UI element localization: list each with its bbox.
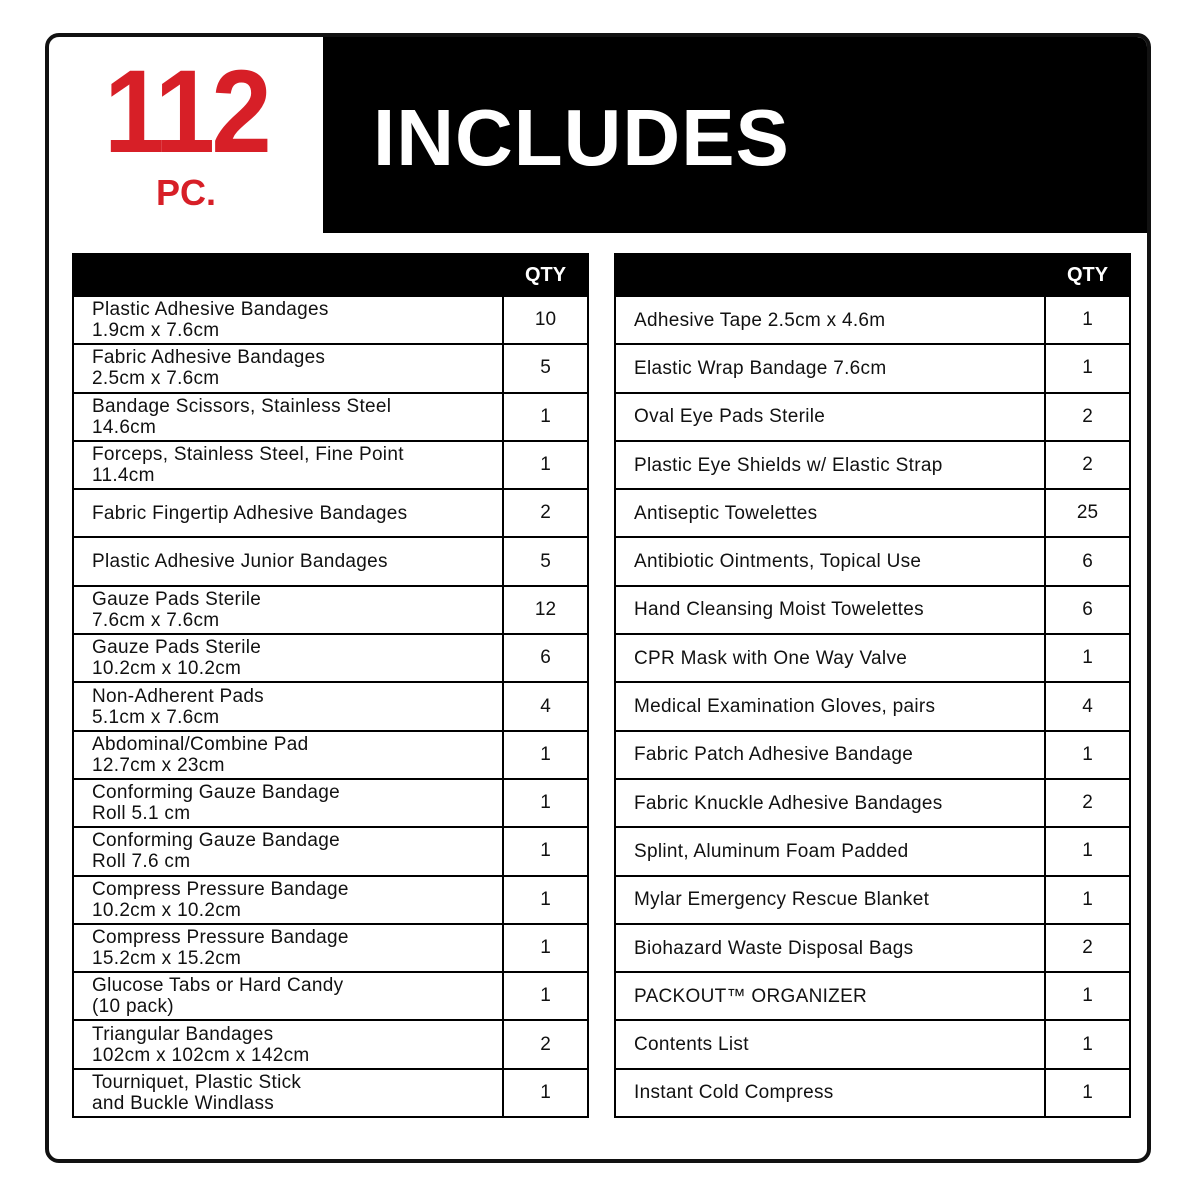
table-row [615, 344, 1130, 392]
item-qty: 1 [503, 731, 588, 779]
table-row [73, 972, 588, 1020]
qty-column-header: QTY [1045, 254, 1130, 296]
item-detail: 15.2cm x 15.2cm [92, 948, 242, 969]
item-name-cell [73, 489, 503, 537]
item-qty: 2 [1045, 441, 1130, 489]
item-detail: 11.4cm [92, 465, 155, 487]
item-name: Instant Cold Compress [634, 1082, 834, 1104]
item-name: Splint, Aluminum Foam Padded [634, 840, 909, 862]
item-qty: 1 [1045, 1020, 1130, 1068]
table-row [73, 731, 588, 779]
table-row [615, 924, 1130, 972]
item-name-cell [73, 779, 503, 827]
item-name: Adhesive Tape 2.5cm x 4.6m [634, 309, 886, 331]
item-name: Glucose Tabs or Hard Candy [92, 975, 344, 997]
item-name-cell [73, 634, 503, 682]
item-name: Conforming Gauze Bandage [92, 782, 341, 804]
page-title: INCLUDES [373, 93, 790, 182]
item-name: Forceps, Stainless Steel, Fine Point [92, 444, 404, 466]
item-name-cell [73, 393, 503, 441]
item-name-cell [615, 924, 1045, 972]
table-row [73, 827, 588, 875]
item-name: Fabric Fingertip Adhesive Bandages [92, 502, 408, 524]
table-header-row [73, 254, 588, 296]
table-header-row [615, 254, 1130, 296]
item-name-cell [615, 489, 1045, 537]
item-qty: 2 [503, 1020, 588, 1068]
item-name-cell [615, 876, 1045, 924]
item-name: Fabric Knuckle Adhesive Bandages [634, 792, 943, 814]
item-name: Antiseptic Towelettes [634, 502, 818, 524]
item-name-cell [73, 682, 503, 730]
item-qty: 1 [1045, 827, 1130, 875]
item-name-cell [615, 441, 1045, 489]
table-row [615, 731, 1130, 779]
item-name: CPR Mask with One Way Valve [634, 647, 908, 669]
table-row [615, 393, 1130, 441]
contents-table-left-body [73, 296, 588, 1117]
item-detail: 10.2cm x 10.2cm [92, 899, 242, 921]
contents-table-left [72, 253, 589, 1118]
item-name: Mylar Emergency Rescue Blanket [634, 889, 930, 911]
item-name-cell [73, 876, 503, 924]
table-row [615, 489, 1130, 537]
item-name-cell [615, 537, 1045, 585]
contents-table-right [614, 253, 1131, 1118]
item-name: Biohazard Waste Disposal Bags [634, 937, 914, 959]
item-name: Medical Examination Gloves, pairs [634, 696, 936, 718]
item-qty: 1 [503, 876, 588, 924]
item-name: Conforming Gauze Bandage [92, 830, 341, 852]
item-qty: 2 [1045, 393, 1130, 441]
item-detail: 7.6cm x 7.6cm [92, 609, 220, 631]
item-column-header [73, 254, 503, 296]
item-qty: 1 [1045, 296, 1130, 344]
item-detail: 1.9cm x 7.6cm [92, 320, 220, 342]
item-qty: 1 [503, 779, 588, 827]
table-row [615, 586, 1130, 634]
item-qty: 5 [503, 537, 588, 585]
item-qty: 4 [503, 682, 588, 730]
table-row [73, 876, 588, 924]
item-qty: 1 [1045, 1069, 1130, 1117]
table-row [73, 296, 588, 344]
item-name: Elastic Wrap Bandage 7.6cm [634, 357, 887, 379]
item-name: Tourniquet, Plastic Stick [92, 1071, 302, 1093]
item-qty: 25 [1045, 489, 1130, 537]
item-detail: 2.5cm x 7.6cm [92, 368, 220, 390]
table-row [615, 1069, 1130, 1117]
table-row [615, 972, 1130, 1020]
piece-count-unit: PC. [155, 172, 216, 213]
item-qty: 6 [1045, 586, 1130, 634]
item-detail: Roll 5.1 cm [92, 803, 191, 825]
item-qty: 1 [1045, 876, 1130, 924]
item-name: Gauze Pads Sterile [92, 637, 262, 659]
item-name-cell [615, 393, 1045, 441]
item-detail: and Buckle Windlass [92, 1092, 275, 1114]
table-row [615, 1020, 1130, 1068]
table-row [73, 924, 588, 972]
item-name: Oval Eye Pads Sterile [634, 406, 826, 428]
item-name: Fabric Adhesive Bandages [92, 347, 326, 369]
item-qty: 12 [503, 586, 588, 634]
item-name-cell [73, 586, 503, 634]
piece-count: 112 [103, 46, 269, 178]
piece-count-badge [49, 37, 323, 233]
item-qty: 2 [503, 489, 588, 537]
item-qty: 1 [503, 393, 588, 441]
item-name: Hand Cleansing Moist Towelettes [634, 599, 924, 621]
table-row [73, 537, 588, 585]
item-name-cell [615, 586, 1045, 634]
table-row [615, 296, 1130, 344]
item-name-cell [615, 682, 1045, 730]
table-row [73, 1069, 588, 1117]
item-qty: 1 [1045, 731, 1130, 779]
item-qty: 1 [1045, 344, 1130, 392]
table-row [73, 682, 588, 730]
item-name: Plastic Adhesive Junior Bandages [92, 551, 388, 573]
table-row [615, 876, 1130, 924]
item-name: PACKOUT™ ORGANIZER [634, 985, 868, 1007]
item-name-cell [73, 296, 503, 344]
table-row [73, 634, 588, 682]
item-qty: 1 [503, 441, 588, 489]
item-name: Bandage Scissors, Stainless Steel [92, 395, 392, 417]
table-row [615, 441, 1130, 489]
contents-table-right-body [615, 296, 1130, 1117]
item-name: Fabric Patch Adhesive Bandage [634, 744, 914, 766]
item-name-cell [615, 779, 1045, 827]
item-detail: 102cm x 102cm x 142cm [92, 1044, 310, 1066]
table-row [615, 634, 1130, 682]
item-name: Plastic Eye Shields w/ Elastic Strap [634, 454, 943, 476]
item-name-cell [615, 972, 1045, 1020]
item-name: Abdominal/Combine Pad [92, 733, 309, 755]
item-name-cell [73, 731, 503, 779]
item-qty: 1 [503, 827, 588, 875]
item-name-cell [615, 1020, 1045, 1068]
table-row [615, 779, 1130, 827]
item-detail: 12.7cm x 23cm [92, 754, 225, 776]
item-name-cell [73, 1069, 503, 1117]
table-row [615, 537, 1130, 585]
item-name: Plastic Adhesive Bandages [92, 299, 329, 321]
table-row [73, 586, 588, 634]
table-row [615, 827, 1130, 875]
item-name-cell [615, 296, 1045, 344]
item-name-cell [73, 924, 503, 972]
item-name: Triangular Bandages [92, 1023, 274, 1045]
item-qty: 1 [503, 924, 588, 972]
item-qty: 2 [1045, 924, 1130, 972]
item-name: Gauze Pads Sterile [92, 588, 262, 610]
item-name-cell [615, 731, 1045, 779]
item-detail: 14.6cm [92, 416, 157, 438]
table-row [73, 779, 588, 827]
header-bar [49, 37, 1147, 233]
item-name-cell [73, 441, 503, 489]
item-qty: 1 [1045, 972, 1130, 1020]
item-detail: 10.2cm x 10.2cm [92, 658, 242, 680]
item-detail: (10 pack) [92, 996, 174, 1018]
item-name: Compress Pressure Bandage [92, 927, 349, 948]
item-name-cell [73, 827, 503, 875]
item-column-header [615, 254, 1045, 296]
table-row [615, 682, 1130, 730]
item-name-cell [73, 1020, 503, 1068]
item-qty: 1 [1045, 634, 1130, 682]
contents-card [45, 33, 1151, 1163]
item-qty: 5 [503, 344, 588, 392]
item-name-cell [615, 634, 1045, 682]
item-name-cell [615, 1069, 1045, 1117]
item-qty: 4 [1045, 682, 1130, 730]
qty-column-header: QTY [503, 254, 588, 296]
item-qty: 1 [503, 1069, 588, 1117]
item-qty: 6 [1045, 537, 1130, 585]
item-name: Antibiotic Ointments, Topical Use [634, 551, 922, 573]
item-detail: 5.1cm x 7.6cm [92, 706, 220, 728]
table-row [73, 489, 588, 537]
table-row [73, 344, 588, 392]
item-qty: 1 [503, 972, 588, 1020]
item-qty: 6 [503, 634, 588, 682]
item-name: Contents List [634, 1034, 749, 1056]
item-name: Non-Adherent Pads [92, 685, 264, 707]
table-row [73, 393, 588, 441]
item-name-cell [615, 344, 1045, 392]
item-name-cell [73, 972, 503, 1020]
item-qty: 2 [1045, 779, 1130, 827]
table-row [73, 441, 588, 489]
item-name-cell [73, 537, 503, 585]
item-name: Compress Pressure Bandage [92, 878, 349, 900]
item-detail: Roll 7.6 cm [92, 851, 191, 873]
item-qty: 10 [503, 296, 588, 344]
item-name-cell [73, 344, 503, 392]
table-row [73, 1020, 588, 1068]
item-name-cell [615, 827, 1045, 875]
